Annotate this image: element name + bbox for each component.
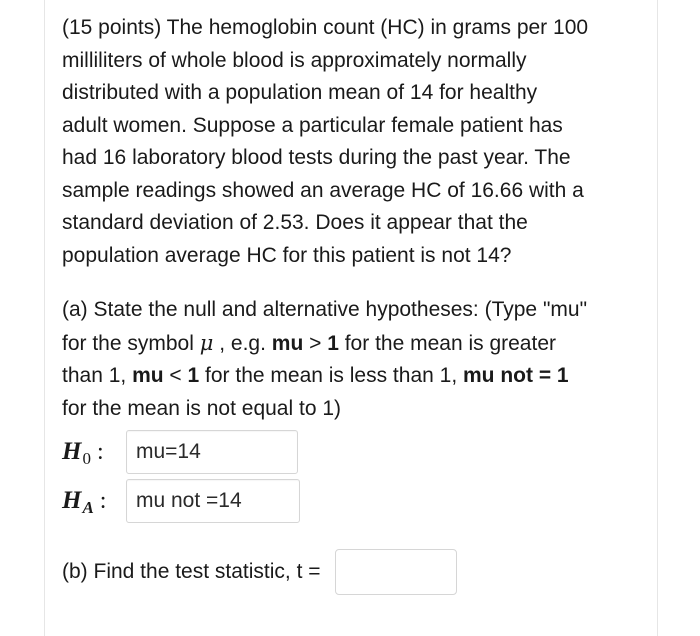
alternative-hypothesis-row xyxy=(62,479,300,523)
statement-line: standard deviation of 2.53. Does it appear that the xyxy=(62,211,528,234)
instruction-text: than 1, xyxy=(62,364,133,387)
instruction-line: for the mean is not equal to 1) xyxy=(62,396,341,420)
hypothesis-colon: : xyxy=(96,439,104,465)
statement-line: (15 points) The hemoglobin count (HC) in grams per 100 xyxy=(62,16,589,39)
mu-symbol: μ xyxy=(199,330,214,355)
statement-line: had 16 laboratory blood tests during the past year. The xyxy=(62,146,571,169)
null-hypothesis-label xyxy=(62,438,126,466)
statement-line: milliliters of whole blood is approximately normally xyxy=(62,48,527,72)
example-bold: mu xyxy=(271,331,304,355)
hypothesis-subscript: 0 xyxy=(82,449,91,468)
question-text xyxy=(62,12,642,425)
hypothesis-colon: : xyxy=(99,488,107,514)
hypothesis-letter: H xyxy=(62,438,82,465)
alternative-hypothesis-label xyxy=(62,487,126,515)
instruction-text: for the mean is less than 1, xyxy=(199,364,463,387)
example-bold: 1 xyxy=(327,331,339,355)
alternative-hypothesis-input[interactable]: mu not =14 xyxy=(126,479,300,523)
hypothesis-letter: H xyxy=(62,487,82,514)
instruction-text: for the symbol xyxy=(62,331,200,355)
example-operator: < xyxy=(163,364,188,387)
statement-line: sample readings showed an average HC of 16.66 with a xyxy=(62,178,584,202)
part-b-label: (b) Find the test statistic, t = xyxy=(62,560,321,583)
part-a-instructions xyxy=(62,294,642,425)
instruction-line: (a) State the null and alternative hypotheses: (Type "mu" xyxy=(62,298,588,321)
null-hypothesis-row xyxy=(62,430,298,474)
test-statistic-input[interactable] xyxy=(335,549,457,595)
example-bold: mu not = 1 xyxy=(463,364,569,387)
statement-line: adult women. Suppose a particular female patient has xyxy=(62,113,563,137)
hypothesis-subscript: A xyxy=(82,498,94,517)
statement-line: population average HC for this patient is not 14? xyxy=(62,243,512,267)
instruction-text: for the mean is greater xyxy=(338,331,556,355)
statement-line: distributed with a population mean of 14 for healthy xyxy=(62,81,538,104)
example-bold: 1 xyxy=(187,364,200,387)
problem-statement xyxy=(62,12,642,272)
example-operator: > xyxy=(303,331,328,355)
part-b-row xyxy=(62,549,457,595)
null-hypothesis-input[interactable]: mu=14 xyxy=(126,430,298,474)
instruction-text: , e.g. xyxy=(213,331,272,355)
example-bold: mu xyxy=(132,364,164,387)
